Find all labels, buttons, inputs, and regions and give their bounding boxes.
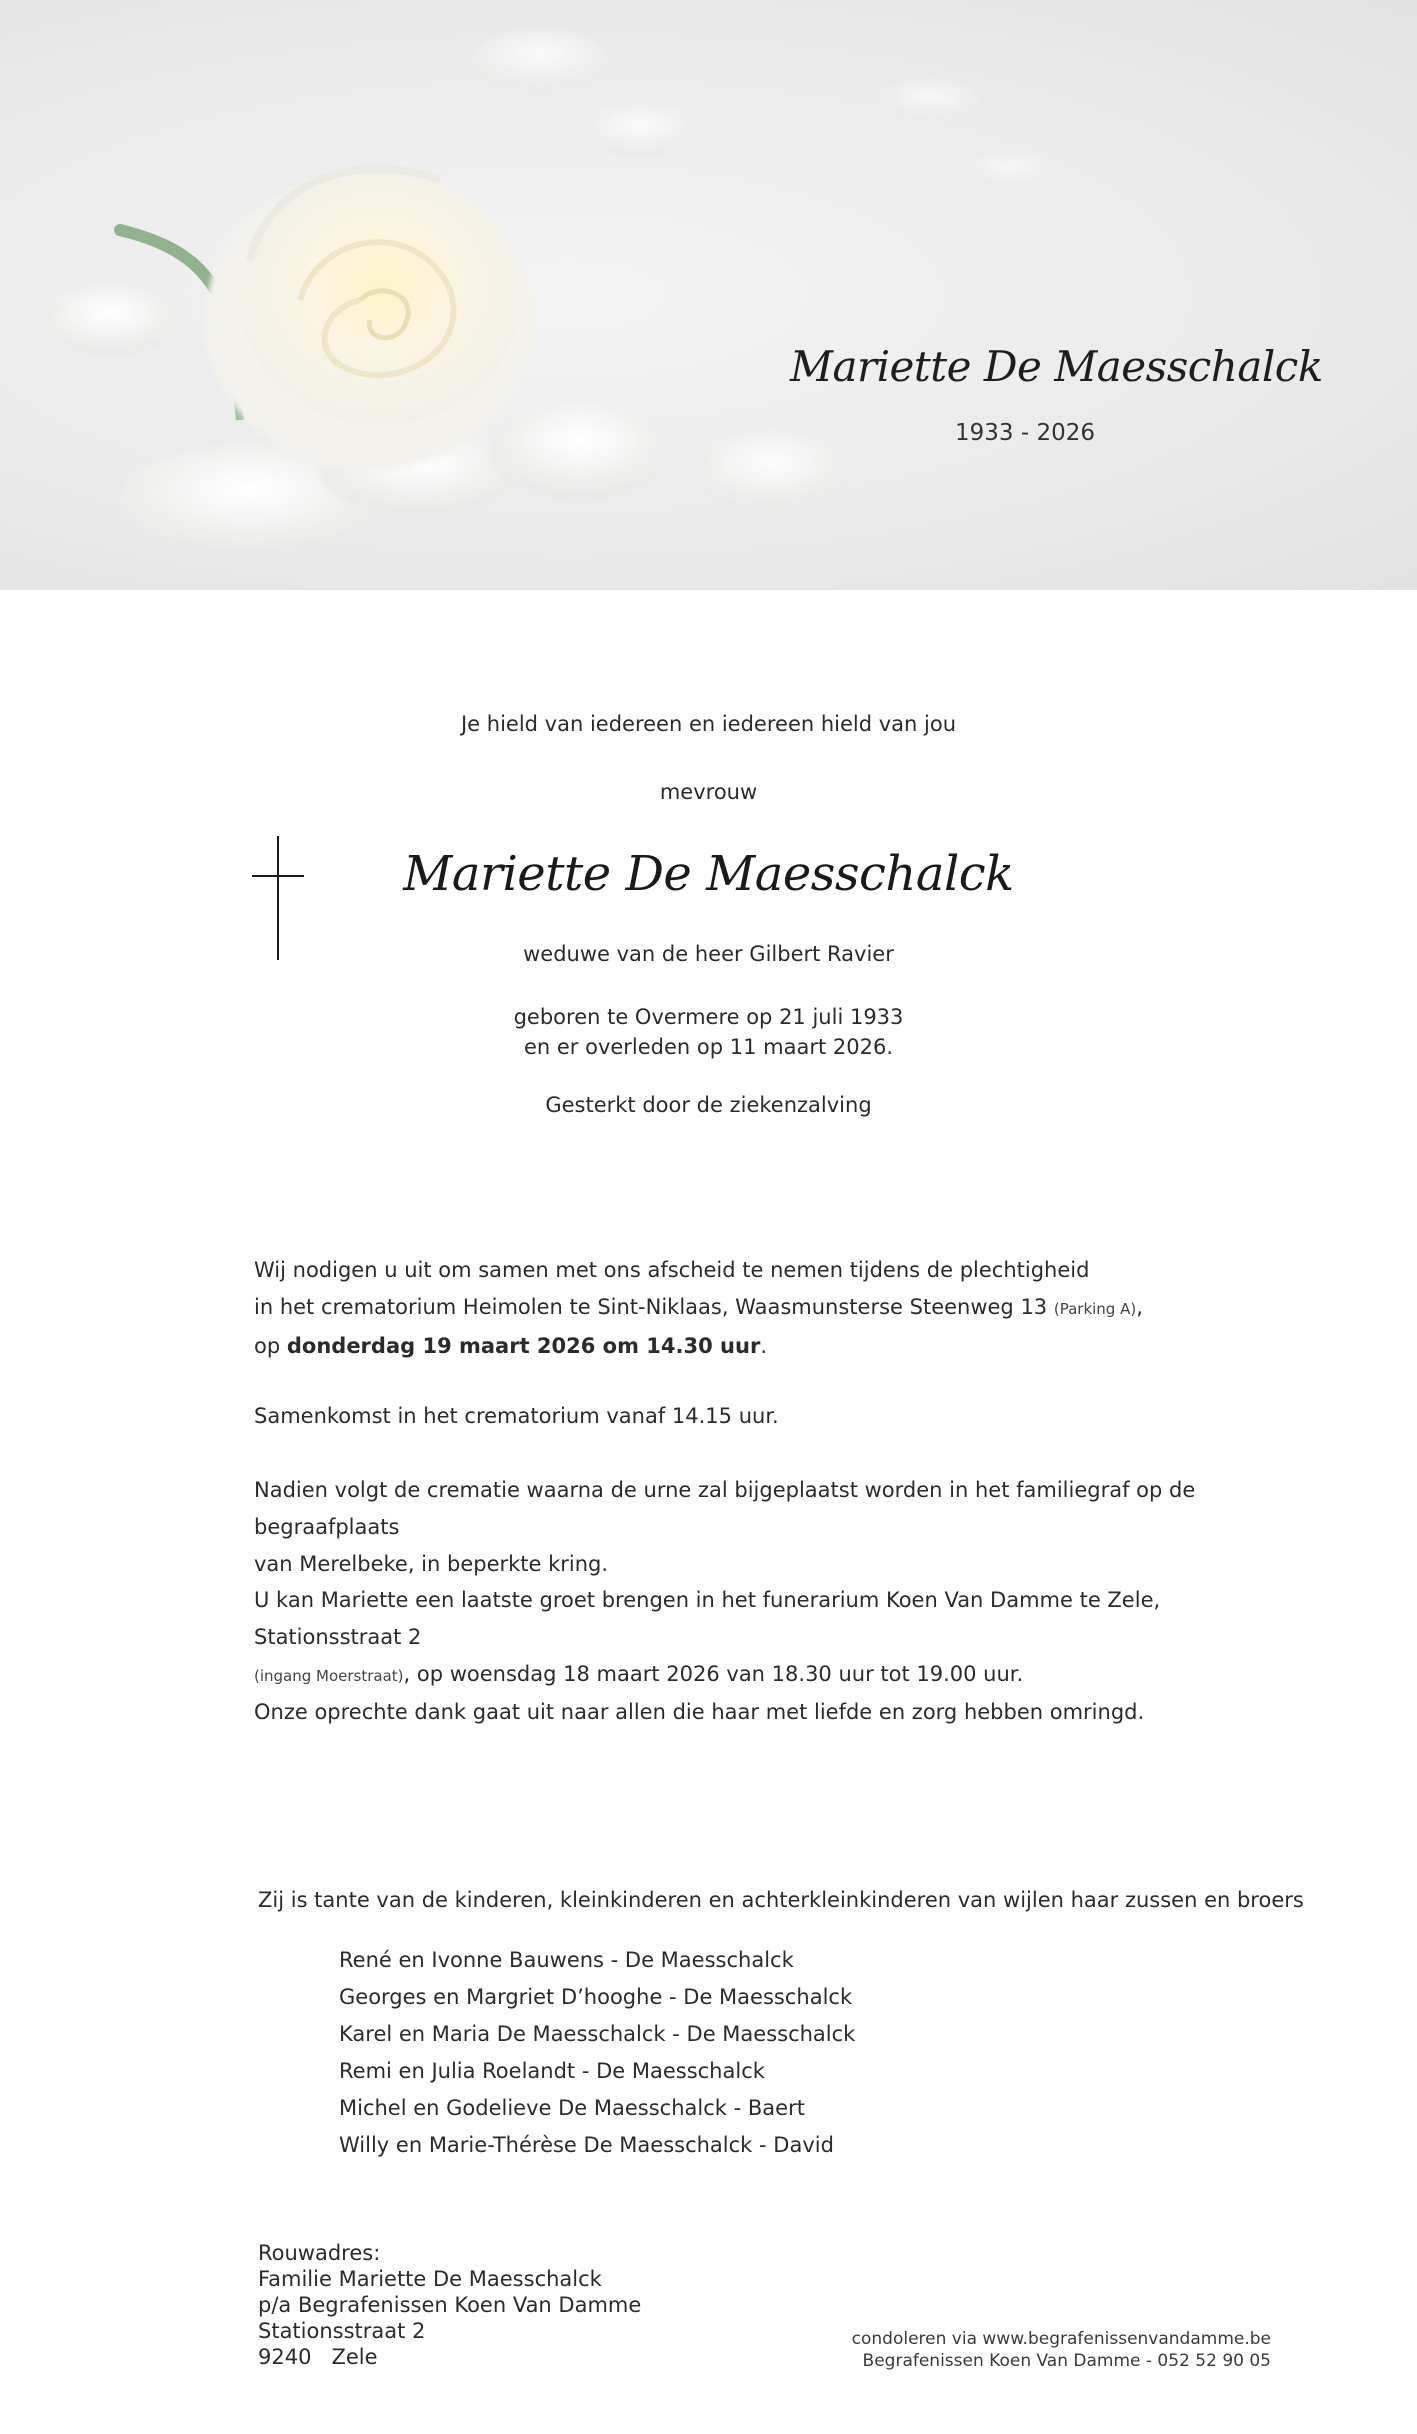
cremation-line-1: Nadien volgt de crematie waarna de urne zal bijgeplaatst worden in het familiegraf op de begraafplaats — [254, 1478, 1196, 1539]
address-city: Zele — [331, 2345, 378, 2369]
death-text: en er overleden op 11 maart 2026. — [523, 1035, 894, 1059]
ceremony-date-time: donderdag 19 maart 2026 om 14.30 uur — [286, 1334, 761, 1358]
ceremony-line-3-end: . — [760, 1334, 767, 1358]
ceremony-date-prefix: op — [254, 1334, 281, 1358]
visitation-line-2 — [254, 1656, 1294, 1695]
list-item: Willy en Marie-Thérèse De Maesschalck - David — [339, 2133, 834, 2157]
address-label: Rouwadres: — [258, 2241, 381, 2265]
cremation-line-2: van Merelbeke, in beperkte kring. — [254, 1552, 609, 1576]
sacrament-text: Gesterkt door de ziekenzalving — [545, 1093, 872, 1117]
ceremony-location: in het crematorium Heimolen te Sint-Niklaas, Waasmunsterse Steenweg 13 — [254, 1295, 1048, 1319]
ceremony-invitation — [254, 1252, 1294, 1365]
visitation-text — [254, 1582, 1294, 1695]
undertaker-contact: Begrafenissen Koen Van Damme - 052 52 90 05 — [862, 2351, 1271, 2371]
gathering-text: Samenkomst in het crematorium vanaf 14.15 uur. — [254, 1404, 779, 1428]
address-line-2: p/a Begrafenissen Koen Van Damme — [258, 2293, 642, 2317]
condolences-link[interactable]: condoleren via www.begrafenissenvandamme.be — [851, 2329, 1271, 2349]
ceremony-line-2 — [254, 1289, 1294, 1328]
entrance-note: (ingang Moerstraat) — [254, 1667, 404, 1685]
ceremony-line-1: Wij nodigen u uit om samen met ons afscheid te nemen tijdens de plechtigheid — [254, 1258, 1090, 1282]
address-line-3: Stationsstraat 2 — [258, 2319, 426, 2343]
list-item: Remi en Julia Roelandt - De Maesschalck — [339, 2059, 765, 2083]
ceremony-line-2-end: , — [1136, 1295, 1143, 1319]
white-rose-image — [0, 0, 1417, 590]
family-intro: Zij is tante van de kinderen, kleinkinderen en achterkleinkinderen van wijlen haar zussen en broers — [258, 1888, 1304, 1912]
family-list — [339, 1942, 855, 2164]
footer — [852, 2328, 1271, 2372]
list-item: Georges en Margriet D’hooghe - De Maesschalck — [339, 1985, 853, 2009]
widow-of-text: weduwe van de heer Gilbert Ravier — [523, 942, 894, 966]
header-banner — [0, 0, 1417, 590]
parking-note: (Parking A) — [1053, 1300, 1137, 1318]
address-city-line — [258, 2344, 641, 2370]
list-item: René en Ivonne Bauwens - De Maesschalck — [339, 1948, 794, 1972]
thanks-text: Onze oprechte dank gaat uit naar allen die haar met liefde en zorg hebben omringd. — [254, 1700, 1145, 1724]
ceremony-line-3 — [254, 1328, 1294, 1365]
deceased-name: Mariette De Maesschalck — [403, 846, 1014, 902]
address-postcode: 9240 — [258, 2345, 312, 2369]
visitation-line-1: U kan Mariette een laatste groet brengen in het funerarium Koen Van Damme te Zele, Stationsstraat 2 — [254, 1588, 1161, 1649]
list-item: Karel en Maria De Maesschalck - De Maesschalck — [339, 2022, 856, 2046]
header-deceased-name: Mariette De Maesschalck — [790, 342, 1323, 391]
list-item: Michel en Godelieve De Maesschalck - Baert — [339, 2096, 805, 2120]
header-life-years: 1933 - 2026 — [955, 420, 1095, 446]
mourning-address — [258, 2240, 641, 2370]
cremation-text — [254, 1472, 1294, 1583]
birth-text: geboren te Overmere op 21 juli 1933 — [513, 1005, 904, 1029]
address-line-1: Familie Mariette De Maesschalck — [258, 2267, 602, 2291]
honorific-title: mevrouw — [659, 780, 758, 804]
visitation-time: , op woensdag 18 maart 2026 van 18.30 uur tot 19.00 uur. — [403, 1662, 1024, 1686]
tagline: Je hield van iedereen en iedereen hield van jou — [460, 712, 957, 736]
